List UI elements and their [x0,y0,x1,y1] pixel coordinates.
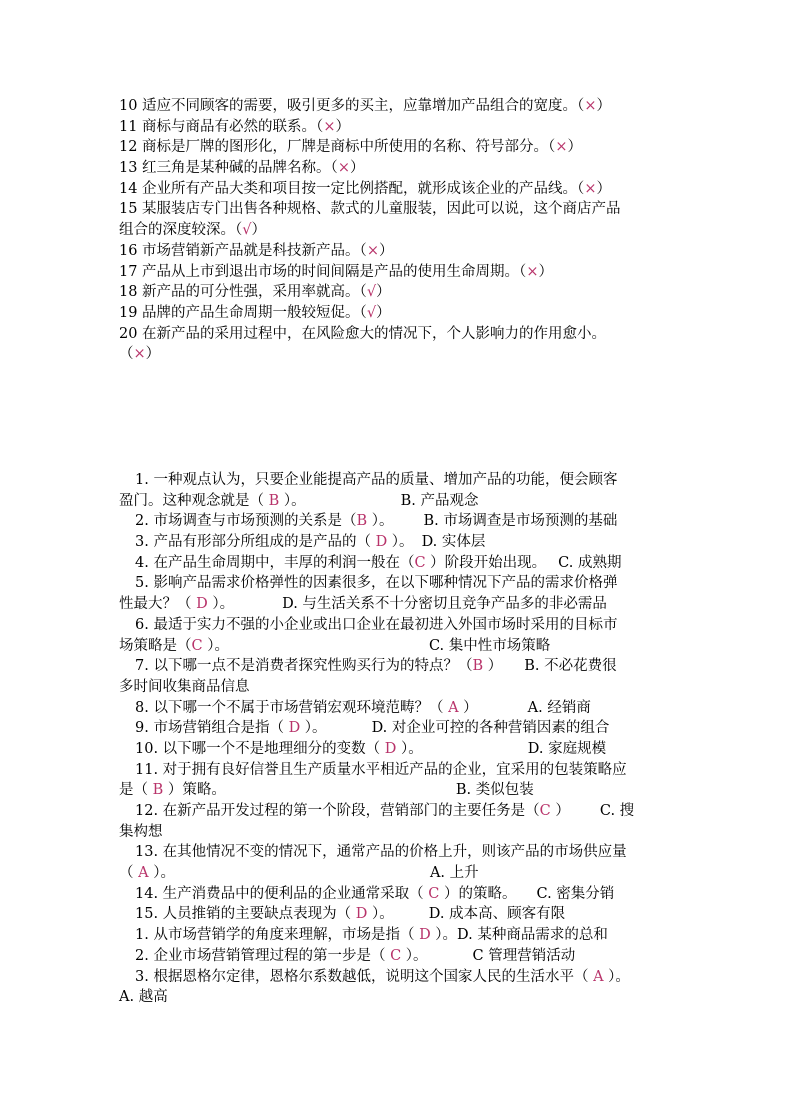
line-text-end: ）。 [401,947,428,964]
line-text: 10 适应不同顾客的需要，吸引更多的买主，应靠增加产品组合的宽度。（ [119,98,585,114]
line-text: 是（ [119,782,153,799]
text-line [119,904,689,925]
answer-mark: × [584,98,597,114]
answer-mark: D [375,534,388,551]
option-answer-text: A. 经销商 [527,699,591,716]
true-false-section [119,96,689,365]
answer-mark: B [472,658,484,675]
answer-mark: × [133,346,146,363]
line-text: 4. 在产品生命周期中，丰厚的利润一般在（ [135,554,415,571]
answer-mark: × [323,118,336,135]
line-text: （ [119,865,139,882]
line-text: 11. 对于拥有良好信誉且生产质量水平相近产品的企业，宜采用的包装策略应 [135,761,627,778]
line-text-end: ）策略。 [163,782,226,799]
option-answer-text: B. 类似包装 [455,782,534,799]
line-text-end: ） [335,118,350,135]
option-answer-text: C. 搜 [599,803,635,819]
line-text: 3. 根据恩格尔定律，恩格尔系数越低，说明这个国家人民的生活水平（ [135,968,594,985]
line-text: 场策略是（ [119,637,192,654]
option-answer-text: C. 成熟期 [558,554,622,571]
line-text: 2. 市场调查与市场预测的关系是（ [135,513,357,530]
text-line [119,532,689,553]
line-text: 18 新产品的可分性强，采用率就高。（ [119,284,367,301]
text-line [119,179,689,200]
line-text: A. 越高 [119,989,168,1006]
line-text: 15 某服装店专门出售各种规格、款式的儿童服装，因此可以说，这个商店产品 [119,201,621,218]
answer-mark: D [288,720,301,737]
answer-mark: A [593,968,604,985]
line-text-end: ） [538,263,553,280]
line-text-end: ） [596,180,611,197]
text-line [119,760,689,781]
option-answer-text: D. 家庭规模 [527,740,607,757]
text-line [119,573,689,594]
line-text-end: ） [378,242,394,259]
line-text-end: ）。 [603,968,630,985]
line-text-end: ）。 [387,534,414,551]
line-text: 20 在新产品的采用过程中，在风险愈大的情况下，个人影响力的作用愈小。 [119,325,607,342]
line-text-end: ） [458,699,478,716]
line-text: 性最大？（ [119,596,197,613]
text-line [119,884,689,905]
answer-mark: × [337,160,350,177]
line-text: 盈门。这种观念就是（ [119,492,269,509]
text-line [119,199,689,220]
text-line [119,137,689,158]
line-text: 组合的深度较深。（ [119,222,243,239]
line-text-end: ）。 [202,637,229,654]
text-line [119,324,689,345]
option-answer-text: D. 实体层 [421,534,486,551]
answer-mark: √ [242,222,252,239]
line-text: 6. 最适于实力不强的小企业或出口企业在最初进入外国市场时采用的目标市 [135,616,618,633]
text-line [119,780,689,801]
answer-mark: C [539,803,551,819]
text-line [119,987,689,1008]
line-text: 多时间收集商品信息 [119,678,250,695]
answer-mark: × [526,263,539,280]
line-text-end: ） [483,658,503,675]
line-text: 10. 以下哪一个不是地理细分的变数（ [135,740,385,757]
text-line [119,470,689,491]
line-text: 16 市场营销新产品就是科技新产品。（ [119,242,367,259]
line-text-end: ） [376,284,391,301]
line-text-end: ） [376,304,391,321]
line-text-end: ） [145,346,161,363]
line-text-end: ）。 [148,865,175,882]
text-line [119,220,689,241]
answer-mark: C [390,947,402,964]
answer-mark: B [268,492,280,509]
line-text: 9. 市场营销组合是指（ [135,720,289,737]
text-line [119,262,689,283]
text-line [119,491,689,512]
text-line [119,718,689,739]
answer-mark: D [419,927,431,944]
answer-mark: D [384,740,397,757]
text-line [119,739,689,760]
line-text: 7. 以下哪一点不是消费者探究性购买行为的特点？（ [135,658,473,675]
line-text: 13 红三角是某种碱的品牌名称。（ [119,160,338,177]
text-line [119,282,689,303]
line-text: 14. 生产消费品中的便利品的企业通常采取（ [135,885,429,902]
answer-mark: × [555,139,568,156]
text-line [119,946,689,967]
answer-mark: B [152,782,164,799]
option-answer-text: D. 成本高、顾客有限 [428,906,566,923]
line-text-end: ）。 [300,720,327,737]
line-text-end: ）。 [367,513,394,530]
text-line [119,594,689,615]
text-line [119,511,689,532]
answer-mark: × [584,180,597,197]
line-text: 8. 以下哪一个不属于市场营销宏观环境范畴？（ [135,699,449,716]
line-text-end: ）。 [279,492,306,509]
line-text: 3. 产品有形部分所组成的是产品的（ [135,534,376,551]
option-answer-text: C. 集中性市场策略 [428,637,551,654]
answer-mark: D [355,906,368,923]
option-answer-text: A. 上升 [429,865,479,882]
text-line [119,241,689,262]
line-text-end: ）。 [396,740,423,757]
text-line [119,656,689,677]
option-answer-text: B. 市场调查是市场预测的基础 [423,513,618,530]
option-answer-text: C. 密集分销 [536,885,615,902]
text-line [119,615,689,636]
line-text-end: ） [349,160,365,177]
answer-mark: C [414,554,426,571]
line-text-end: ）的策略。 [439,885,517,902]
line-text: 2. 企业市场营销管理过程的第一步是（ [135,947,391,964]
text-line [119,842,689,863]
answer-mark: D [196,596,208,613]
text-line [119,303,689,324]
line-text: 12. 在新产品开发过程的第一个阶段，营销部门的主要任务是（ [135,803,540,819]
text-line [119,636,689,657]
line-text: 11 商标与商品有必然的联系。（ [119,118,324,135]
line-text: 1. 一种观点认为，只要企业能提高产品的质量、增加产品的功能，便会顾客 [135,472,618,488]
option-answer-text: D. 对企业可控的各种营销因素的组合 [371,720,610,737]
line-text: 1. 从市场营销学的角度来理解，市场是指（ [135,927,420,944]
option-answer-text: D. 与生活关系不十分密切且竞争产品多的非必需品 [282,596,607,613]
text-line [119,925,689,946]
line-text: 12 商标是厂牌的图形化，厂牌是商标中所使用的名称、符号部分。（ [119,139,556,156]
text-line [119,822,689,843]
text-line [119,344,689,365]
text-line [119,677,689,698]
line-text: 5. 影响产品需求价格弹性的因素很多，在以下哪种情况下产品的需求价格弹 [135,575,618,592]
line-text: 15. 人员推销的主要缺点表现为（ [135,906,356,923]
text-line [119,801,689,822]
option-answer-text: B. 产品观念 [400,492,479,509]
text-line [119,967,689,988]
line-text-end: ）。 [367,906,394,923]
text-line [119,698,689,719]
line-text: 集构想 [119,823,163,840]
text-line [119,863,689,884]
answer-mark: √ [366,284,377,301]
line-text: （ [119,346,134,363]
multiple-choice-section [119,470,689,1008]
answer-mark: B [356,513,368,530]
text-line [119,553,689,574]
answer-mark: A [138,865,149,882]
answer-mark: × [366,242,379,259]
line-text-end: ）。 [207,596,235,613]
option-answer-text: C 管理营销活动 [472,947,576,964]
line-text: 13. 在其他情况不变的情况下，通常产品的价格上升，则该产品的市场供应量 [135,844,627,861]
line-text-end: ） [251,222,266,239]
answer-mark: A [448,699,459,716]
text-line [119,117,689,138]
answer-mark: C [191,637,203,654]
line-text-end: ） [550,803,570,819]
line-text-end: ） [567,139,582,156]
line-text: 14 企业所有产品大类和项目按一定比例搭配，就形成该企业的产品线。（ [119,180,585,197]
line-text-end: ）阶段开始出现。 [425,554,547,571]
line-text-end: ） [596,98,611,114]
text-line [119,158,689,179]
line-text: 19 品牌的产品生命周期一般较短促。（ [119,304,367,321]
text-line [119,96,689,117]
answer-mark: √ [366,304,377,321]
line-text: 17 产品从上市到退出市场的时间间隔是产品的使用生命周期。（ [119,263,527,280]
answer-mark: C [428,885,440,902]
line-text-end: ）。D. 某种商品需求的总和 [430,927,608,944]
option-answer-text: B. 不必花费很 [524,658,617,675]
